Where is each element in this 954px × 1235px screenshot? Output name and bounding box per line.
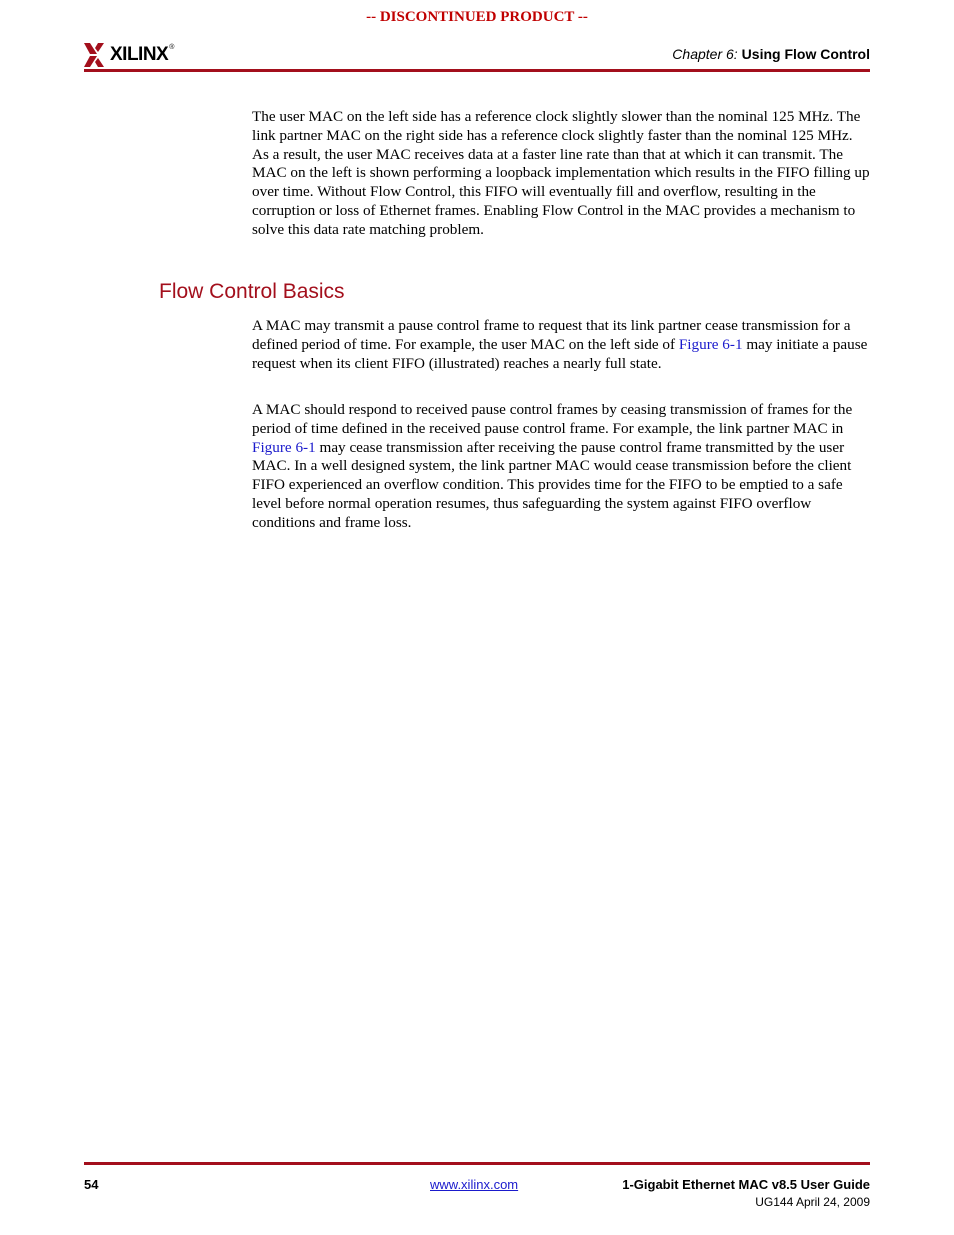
document-title: 1-Gigabit Ethernet MAC v8.5 User Guide xyxy=(622,1177,870,1192)
website-link[interactable]: www.xilinx.com xyxy=(430,1177,519,1192)
chapter-title: Using Flow Control xyxy=(741,46,870,62)
xilinx-logo xyxy=(84,41,174,69)
xilinx-logo-mark-icon xyxy=(84,43,108,67)
pause-response-paragraph xyxy=(252,401,870,533)
section-heading: Flow Control Basics xyxy=(159,280,345,303)
p2-text-a: A MAC may transmit a pause control frame to request that its link partner cease transmission for a defined period of time. For example, the user MAC on the left side of xyxy=(252,317,851,353)
p3-text-b: may cease transmission after receiving the pause control frame transmitted by the user MAC. In a well designed system, the link partner MAC would cease transmission before the client FIFO experienced an overflow condition. This provides time for the FIFO to be emptied to a safe level before normal operation resumes, thus safeguarding the system against FIFO overflow conditions and frame loss. xyxy=(252,438,852,531)
p3-text-a: A MAC should respond to received pause control frames by ceasing transmission of frames for the period of time defined in the received pause control frame. For example, the link partner MAC in xyxy=(252,401,853,437)
chapter-header xyxy=(672,46,870,62)
page-number: 54 xyxy=(84,1177,99,1192)
discontinued-banner: -- DISCONTINUED PRODUCT -- xyxy=(366,9,588,25)
figure-6-1-link[interactable]: Figure 6-1 xyxy=(252,438,316,456)
pause-response-text xyxy=(252,401,870,533)
intro-text: The user MAC on the left side has a reference clock slightly slower than the nominal 125 MHz. The link partner MAC on the right side has a reference clock slightly faster than the nominal 125 MHz. As a result, the user MAC receives data at a faster line rate than that at which it can transmit. The MAC on the left is shown performing a loopback implementation which results in the FIFO filling up over time. Without Flow Control, this FIFO will eventually fill and overflow, resulting in the corruption or loss of Ethernet frames. Enabling Flow Control in the MAC provides a mechanism to solve this data rate matching problem. xyxy=(252,108,870,238)
figure-6-1-link[interactable]: Figure 6-1 xyxy=(678,335,743,353)
p2-text-b: may initiate a pause request when its client FIFO (illustrated) reaches a nearly full state. xyxy=(252,335,868,372)
document-id: UG144 April 24, 2009 xyxy=(755,1195,870,1209)
pause-request-text xyxy=(252,317,870,373)
pause-request-paragraph xyxy=(252,317,870,373)
logo-text: XILINX xyxy=(110,44,169,65)
footer-rule xyxy=(84,1162,870,1165)
chapter-number: Chapter 6: xyxy=(672,46,738,62)
intro-paragraph xyxy=(252,108,870,240)
logo-registered-mark: ® xyxy=(169,44,175,51)
header-rule xyxy=(84,69,870,72)
